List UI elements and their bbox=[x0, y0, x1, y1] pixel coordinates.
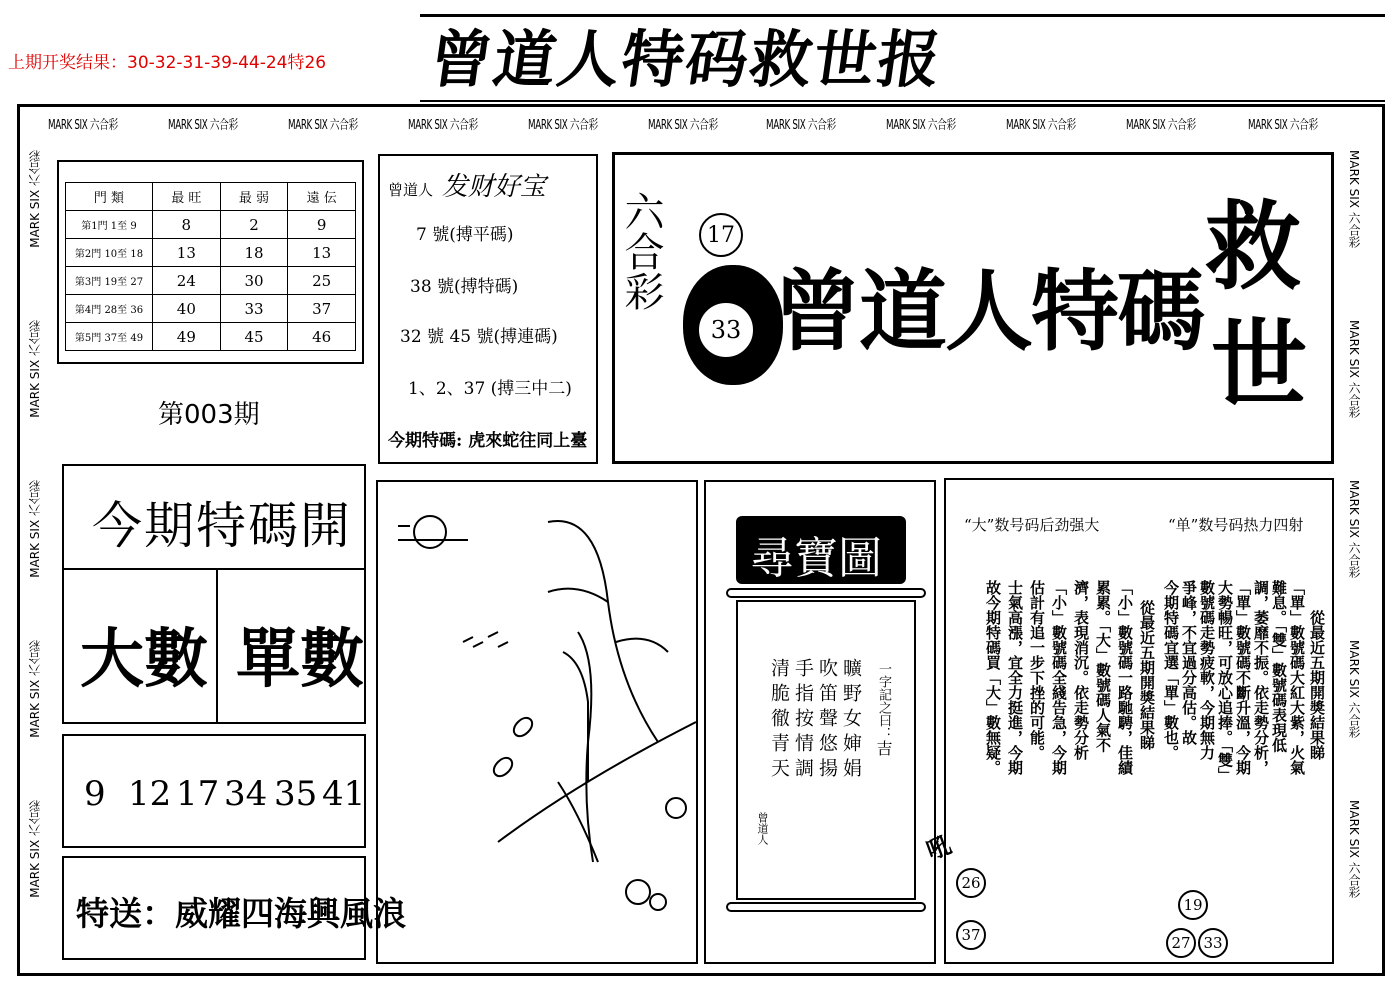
side-banner-item: MARK SIX 六合彩 bbox=[1347, 640, 1361, 738]
treasure-title: 尋寶圖 bbox=[750, 533, 882, 584]
side-banner-item: MARK SIX 六合彩 bbox=[28, 800, 42, 898]
ball-19: 19 bbox=[1178, 890, 1208, 920]
ball-26: 26 bbox=[956, 868, 986, 898]
text-column: 「單」數號碼不斷升溫，今期 bbox=[1234, 580, 1252, 775]
analysis-right-title: “单”数号码热力四射 bbox=[1168, 516, 1304, 534]
side-banner-item: MARK SIX 六合彩 bbox=[28, 640, 42, 738]
side-banner-item: MARK SIX 六合彩 bbox=[1347, 800, 1361, 898]
ball-37: 37 bbox=[956, 920, 986, 950]
table-row bbox=[66, 239, 356, 267]
masthead-rule bbox=[420, 14, 1385, 17]
cell: 25 bbox=[288, 267, 356, 295]
text-column: 今期特碼宜選「單」數也。 bbox=[1162, 580, 1180, 760]
open-divider bbox=[216, 570, 218, 722]
open-right: 單數 bbox=[236, 622, 364, 697]
gift-text: 特送：威耀四海興風浪 bbox=[76, 894, 406, 933]
text-column: 「小」數號碼一路馳騁，佳績 bbox=[1116, 580, 1134, 775]
text-column: 調，萎靡不振。依走勢分析， bbox=[1252, 580, 1270, 775]
issue-number: 第003期 bbox=[158, 400, 260, 430]
header-cell: 遠 伝 bbox=[288, 183, 356, 211]
table-row bbox=[66, 267, 356, 295]
illustration-scholar bbox=[378, 482, 696, 962]
logo-liuhecai: 六合彩 bbox=[618, 191, 664, 311]
open-number: 41 bbox=[322, 774, 366, 814]
cell: 33 bbox=[220, 295, 288, 323]
ball-33-small: 33 bbox=[1198, 928, 1228, 958]
logo-jiu: 救 bbox=[1205, 190, 1301, 303]
cell: 37 bbox=[288, 295, 356, 323]
banner-item: MARK SIX 六合彩 bbox=[886, 118, 956, 133]
open-left: 大數 bbox=[80, 622, 208, 697]
door-table bbox=[65, 182, 356, 351]
poem-line: 吹笛聲悠揚 bbox=[816, 658, 838, 783]
table-row bbox=[66, 323, 356, 351]
banner-item: MARK SIX 六合彩 bbox=[408, 118, 478, 133]
tips-header bbox=[388, 166, 546, 203]
treasure-box bbox=[704, 480, 936, 964]
tips-line: 38 號(搏特碼) bbox=[410, 277, 519, 297]
cell: 30 bbox=[220, 267, 288, 295]
side-banner-item: MARK SIX 六合彩 bbox=[1347, 150, 1361, 248]
poem-intro-text: 一字記之曰： bbox=[876, 662, 891, 740]
open-number: 9 bbox=[84, 774, 106, 814]
tips-header-small: 曾道人 bbox=[388, 181, 434, 199]
open-title: 今期特碼開 bbox=[92, 497, 352, 555]
banner-item: MARK SIX 六合彩 bbox=[48, 118, 118, 133]
cell: 13 bbox=[288, 239, 356, 267]
text-column: 累累。「大」數號碼人氣不 bbox=[1094, 580, 1112, 753]
open-bigsmall-box bbox=[62, 568, 366, 724]
banner-item: MARK SIX 六合彩 bbox=[1126, 118, 1196, 133]
text-column: 數號碼走勢疲軟，今期無力 bbox=[1198, 580, 1216, 760]
row-label: 第2門 10至 18 bbox=[66, 239, 153, 267]
banner-item: MARK SIX 六合彩 bbox=[1006, 118, 1076, 133]
side-banner-item: MARK SIX 六合彩 bbox=[28, 480, 42, 578]
poem-intro bbox=[872, 662, 895, 756]
left-side-banner bbox=[26, 150, 48, 960]
logo-box bbox=[612, 152, 1334, 464]
text-column: 從最近五期開獎結果睇 bbox=[1138, 600, 1156, 750]
banner-item: MARK SIX 六合彩 bbox=[288, 118, 358, 133]
banner-item: MARK SIX 六合彩 bbox=[1248, 118, 1318, 133]
cell: 45 bbox=[220, 323, 288, 351]
tips-line: 32 號 45 號(搏連碼) bbox=[400, 327, 558, 347]
header-cell: 最 旺 bbox=[153, 183, 221, 211]
masthead-title: 曾道人特码救世报 bbox=[424, 23, 948, 96]
door-table-header bbox=[66, 183, 356, 211]
logo-shi: 世 bbox=[1211, 308, 1307, 421]
tips-special: 今期特碼: 虎來蛇往同上臺 bbox=[388, 431, 588, 451]
header-cell: 門 類 bbox=[66, 183, 153, 211]
gift-box bbox=[62, 856, 406, 960]
text-column: 爭峰，不宜過分高估。故 bbox=[1180, 580, 1198, 745]
ball-17: 17 bbox=[699, 213, 743, 257]
banner-item: MARK SIX 六合彩 bbox=[528, 118, 598, 133]
open-numbers-box bbox=[62, 734, 366, 848]
text-column: 「小」數號碼全綫告急，今期 bbox=[1050, 580, 1068, 775]
text-column: 估計有追一步下挫的可能。 bbox=[1028, 580, 1046, 760]
text-column: 濟，表現消沉。依走勢分析 bbox=[1072, 580, 1090, 760]
door-table-box bbox=[57, 160, 364, 364]
cell: 2 bbox=[220, 211, 288, 239]
text-column: 「單」數號碼大紅大紫，火氣 bbox=[1288, 580, 1306, 775]
mid-char: 吼 bbox=[922, 829, 955, 866]
header-cell: 最 弱 bbox=[220, 183, 288, 211]
poem-line: 清脆徹青天 bbox=[768, 658, 790, 783]
text-column: 大勢暢旺，可放心追捧。「雙」 bbox=[1216, 580, 1234, 783]
open-number: 34 bbox=[224, 774, 268, 814]
poem-word: 吉 bbox=[874, 740, 893, 756]
banner-item: MARK SIX 六合彩 bbox=[648, 118, 718, 133]
analysis-left-text bbox=[982, 580, 1158, 900]
ball-33: 33 bbox=[697, 301, 755, 359]
cell: 49 bbox=[153, 323, 221, 351]
text-column: 從最近五期開獎結果睇 bbox=[1308, 610, 1326, 760]
side-banner-item: MARK SIX 六合彩 bbox=[1347, 320, 1361, 418]
tips-box bbox=[378, 154, 598, 464]
cell: 40 bbox=[153, 295, 221, 323]
cell: 8 bbox=[153, 211, 221, 239]
poem-sign: 曾道人 bbox=[756, 812, 769, 845]
table-row bbox=[66, 211, 356, 239]
banner-item: MARK SIX 六合彩 bbox=[766, 118, 836, 133]
poem-line: 曠野女婶娟 bbox=[840, 658, 862, 783]
right-side-banner bbox=[1346, 150, 1368, 960]
cell: 13 bbox=[153, 239, 221, 267]
tips-line: 1、2、37 (搏三中二) bbox=[408, 379, 572, 399]
masthead-rule bbox=[420, 100, 1385, 102]
scroll-rod bbox=[726, 902, 926, 912]
logo-title: 曾道人特碼 bbox=[773, 259, 1204, 363]
cell: 9 bbox=[288, 211, 356, 239]
tips-line: 7 號(搏平碼) bbox=[416, 225, 514, 245]
text-column: 難息。「雙」數號碼表現低 bbox=[1270, 580, 1288, 753]
illustration-box bbox=[376, 480, 698, 964]
analysis-right-text bbox=[1162, 580, 1328, 900]
row-label: 第3門 19至 27 bbox=[66, 267, 153, 295]
cell: 18 bbox=[220, 239, 288, 267]
row-label: 第1門 1至 9 bbox=[66, 211, 153, 239]
banner-row bbox=[48, 114, 1348, 136]
banner-item: MARK SIX 六合彩 bbox=[168, 118, 238, 133]
tips-header-hand: 发财好宝 bbox=[441, 172, 546, 202]
ball-27: 27 bbox=[1166, 928, 1196, 958]
text-column: 故今期特碼買「大」數無疑。 bbox=[984, 580, 1002, 775]
scroll-rod bbox=[726, 588, 926, 598]
cell: 24 bbox=[153, 267, 221, 295]
side-banner-item: MARK SIX 六合彩 bbox=[28, 150, 42, 248]
open-number: 35 bbox=[274, 774, 318, 814]
cell: 46 bbox=[288, 323, 356, 351]
poem-line: 手指按情調 bbox=[792, 658, 814, 783]
table-row bbox=[66, 295, 356, 323]
last-result: 上期开奖结果：30-32-31-39-44-24特26 bbox=[8, 53, 327, 73]
text-column: 士氣高漲，宜全力挺進，今期 bbox=[1006, 580, 1024, 775]
row-label: 第5門 37至 49 bbox=[66, 323, 153, 351]
side-banner-item: MARK SIX 六合彩 bbox=[1347, 480, 1361, 578]
open-number: 12 bbox=[128, 774, 172, 814]
row-label: 第4門 28至 36 bbox=[66, 295, 153, 323]
side-banner-item: MARK SIX 六合彩 bbox=[28, 320, 42, 418]
analysis-box bbox=[922, 478, 1334, 964]
open-title-box bbox=[62, 464, 366, 570]
analysis-left-title: “大”数号码后劲强大 bbox=[964, 516, 1100, 534]
open-number: 17 bbox=[176, 774, 220, 814]
